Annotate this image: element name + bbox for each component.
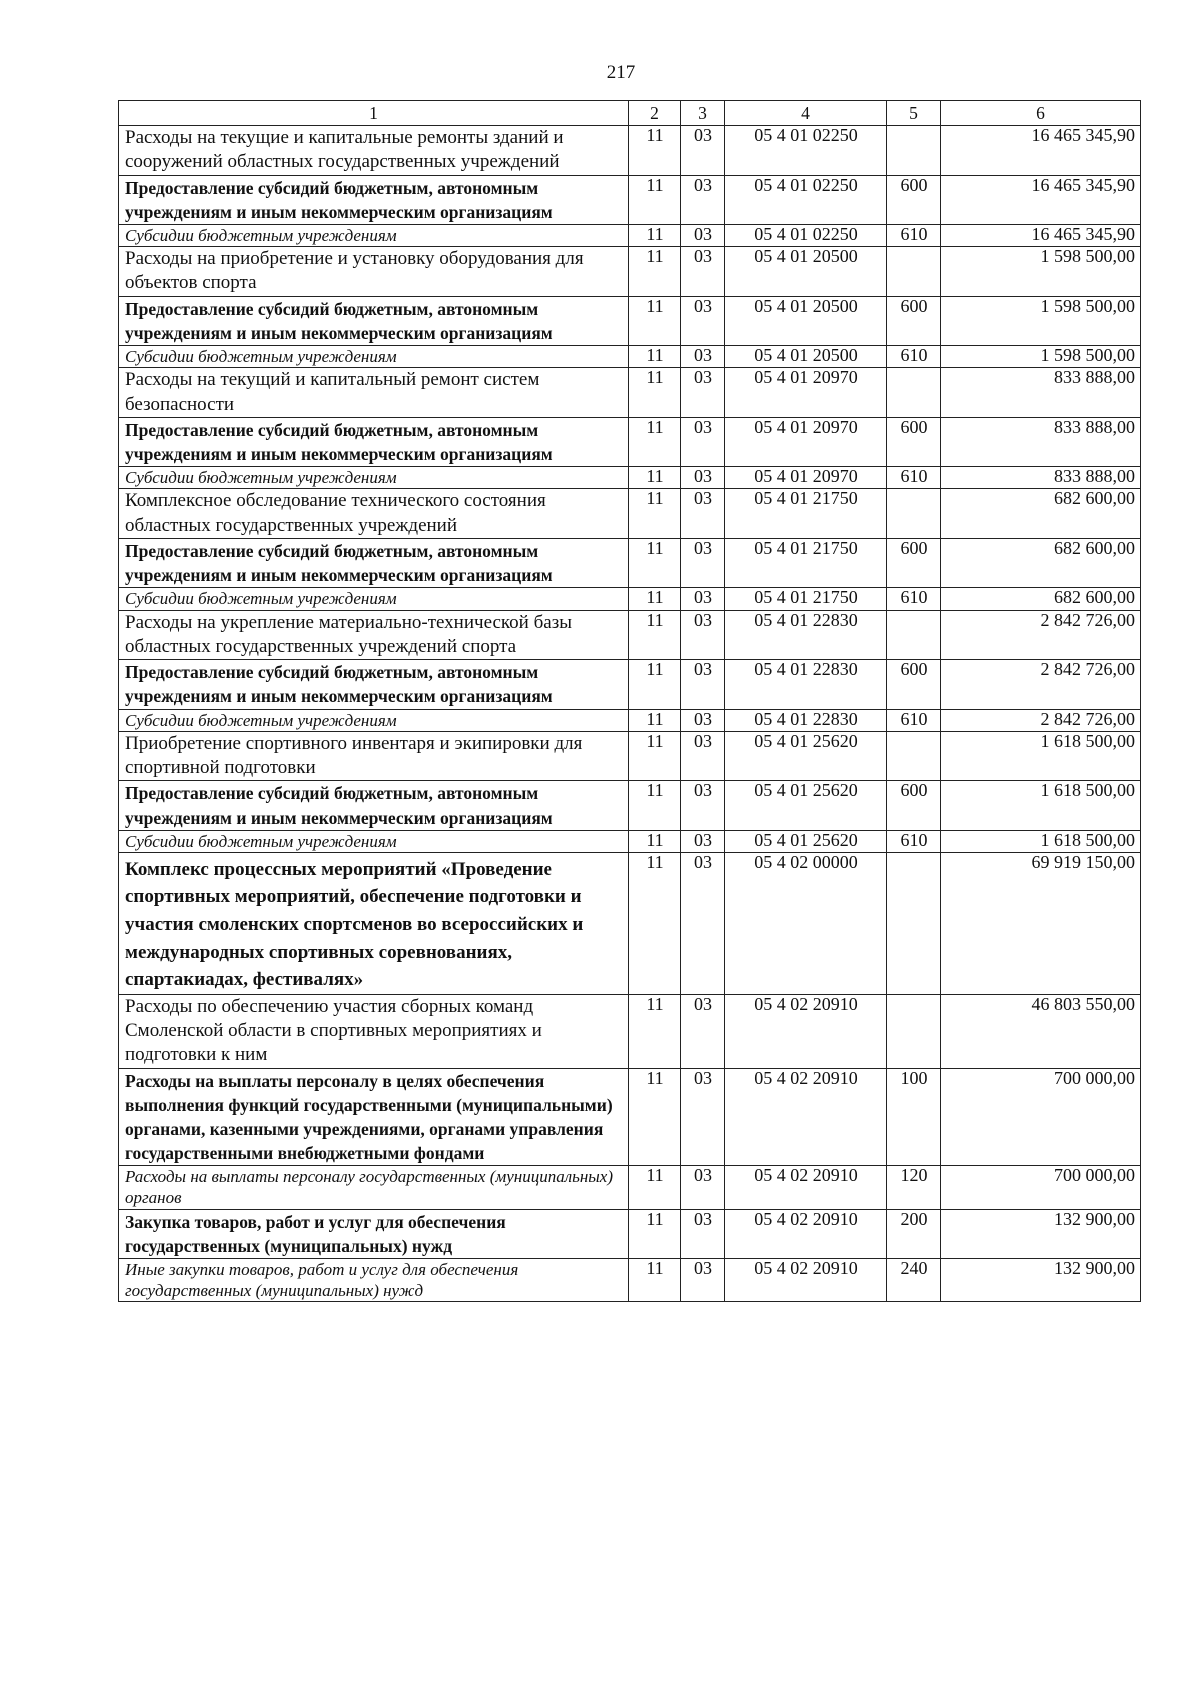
table-row [119,994,1141,1068]
target-article-cell: 05 4 01 20970 [725,467,887,489]
subsection-code-cell: 03 [681,1166,725,1210]
amount-cell: 16 465 345,90 [941,126,1141,176]
subsection-code-cell: 03 [681,1258,725,1302]
table-row [119,781,1141,830]
subsection-code-cell: 03 [681,346,725,368]
table-row [119,247,1141,297]
column-header-6: 6 [941,101,1141,126]
page-number: 217 [606,62,636,83]
expense-type-cell [887,489,941,539]
expense-type-cell: 610 [887,709,941,731]
expense-name-cell: Предоставление субсидий бюджетным, автономным учреждениям и иным некоммерческим организациям [119,175,629,224]
target-article-cell: 05 4 01 22830 [725,610,887,660]
expense-type-cell [887,994,941,1068]
target-article-cell: 05 4 01 02250 [725,175,887,224]
expense-name-cell: Закупка товаров, работ и услуг для обеспечения государственных (муниципальных) нужд [119,1209,629,1258]
table-row [119,296,1141,345]
subsection-code-cell: 03 [681,175,725,224]
expense-name-cell: Расходы на выплаты персоналу в целях обеспечения выполнения функций государственными (муниципальными) органами, казенными учреждениями, органами управления государственными внебюджетными фондами [119,1068,629,1166]
table-row [119,489,1141,539]
section-code-cell: 11 [629,417,681,466]
target-article-cell: 05 4 01 20970 [725,417,887,466]
table-row [119,175,1141,224]
table-row [119,467,1141,489]
amount-cell: 833 888,00 [941,467,1141,489]
section-code-cell: 11 [629,489,681,539]
amount-cell: 1 618 500,00 [941,781,1141,830]
amount-cell: 1 598 500,00 [941,247,1141,297]
expense-type-cell: 600 [887,417,941,466]
expense-name-cell: Комплексное обследование технического состояния областных государственных учреждений [119,489,629,539]
subsection-code-cell: 03 [681,709,725,731]
expense-name-cell: Субсидии бюджетным учреждениям [119,346,629,368]
target-article-cell: 05 4 02 00000 [725,852,887,994]
target-article-cell: 05 4 02 20910 [725,994,887,1068]
expense-name-cell: Расходы на текущие и капитальные ремонты зданий и сооружений областных государственных учреждений [119,126,629,176]
expense-name-cell: Предоставление субсидий бюджетным, автономным учреждениям и иным некоммерческим организациям [119,660,629,709]
table-body [119,126,1141,1302]
column-header-3: 3 [681,101,725,126]
amount-cell: 2 842 726,00 [941,660,1141,709]
expense-type-cell: 200 [887,1209,941,1258]
section-code-cell: 11 [629,731,681,781]
expense-name-cell: Субсидии бюджетным учреждениям [119,588,629,610]
section-code-cell: 11 [629,126,681,176]
amount-cell: 1 598 500,00 [941,296,1141,345]
amount-cell: 1 618 500,00 [941,830,1141,852]
expense-type-cell: 610 [887,467,941,489]
subsection-code-cell: 03 [681,417,725,466]
target-article-cell: 05 4 01 02250 [725,126,887,176]
expense-type-cell: 100 [887,1068,941,1166]
expense-name-cell: Субсидии бюджетным учреждениям [119,467,629,489]
section-code-cell: 11 [629,296,681,345]
target-article-cell: 05 4 01 25620 [725,830,887,852]
expense-name-cell: Расходы на текущий и капитальный ремонт систем безопасности [119,368,629,418]
expense-name-cell: Предоставление субсидий бюджетным, автономным учреждениям и иным некоммерческим организациям [119,539,629,588]
section-code-cell: 11 [629,224,681,246]
target-article-cell: 05 4 01 21750 [725,489,887,539]
target-article-cell: 05 4 02 20910 [725,1258,887,1302]
amount-cell: 1 618 500,00 [941,731,1141,781]
expense-type-cell: 600 [887,296,941,345]
section-code-cell: 11 [629,1166,681,1210]
expense-type-cell: 610 [887,830,941,852]
section-code-cell: 11 [629,1209,681,1258]
section-code-cell: 11 [629,1068,681,1166]
subsection-code-cell: 03 [681,830,725,852]
target-article-cell: 05 4 01 22830 [725,709,887,731]
subsection-code-cell: 03 [681,247,725,297]
subsection-code-cell: 03 [681,731,725,781]
expense-type-cell: 600 [887,781,941,830]
section-code-cell: 11 [629,247,681,297]
subsection-code-cell: 03 [681,368,725,418]
amount-cell: 682 600,00 [941,489,1141,539]
table-row [119,660,1141,709]
section-code-cell: 11 [629,539,681,588]
subsection-code-cell: 03 [681,588,725,610]
subsection-code-cell: 03 [681,296,725,345]
expense-name-cell: Иные закупки товаров, работ и услуг для обеспечения государственных (муниципальных) нужд [119,1258,629,1302]
expense-type-cell [887,731,941,781]
subsection-code-cell: 03 [681,781,725,830]
table-row [119,346,1141,368]
table-row [119,368,1141,418]
expense-name-cell: Приобретение спортивного инвентаря и экипировки для спортивной подготовки [119,731,629,781]
expense-type-cell [887,126,941,176]
section-code-cell: 11 [629,346,681,368]
section-code-cell: 11 [629,709,681,731]
expense-type-cell: 600 [887,660,941,709]
subsection-code-cell: 03 [681,852,725,994]
column-header-1: 1 [119,101,629,126]
amount-cell: 132 900,00 [941,1209,1141,1258]
table-row [119,588,1141,610]
target-article-cell: 05 4 01 21750 [725,588,887,610]
expense-name-cell: Субсидии бюджетным учреждениям [119,224,629,246]
expense-type-cell [887,247,941,297]
amount-cell: 682 600,00 [941,588,1141,610]
subsection-code-cell: 03 [681,467,725,489]
header-row [119,101,1141,126]
expense-name-cell: Комплекс процессных мероприятий «Проведение спортивных мероприятий, обеспечение подготовки и участия смоленских спортсменов во всероссийских и международных спортивных соревнованиях, спартакиадах, фестивалях» [119,852,629,994]
expense-type-cell: 120 [887,1166,941,1210]
expense-name-cell: Предоставление субсидий бюджетным, автономным учреждениям и иным некоммерческим организациям [119,781,629,830]
target-article-cell: 05 4 02 20910 [725,1068,887,1166]
expense-name-cell: Субсидии бюджетным учреждениям [119,709,629,731]
section-code-cell: 11 [629,830,681,852]
expense-name-cell: Субсидии бюджетным учреждениям [119,830,629,852]
column-header-4: 4 [725,101,887,126]
subsection-code-cell: 03 [681,126,725,176]
expense-type-cell [887,852,941,994]
section-code-cell: 11 [629,175,681,224]
expense-type-cell: 610 [887,588,941,610]
target-article-cell: 05 4 02 20910 [725,1209,887,1258]
table-row [119,709,1141,731]
expense-name-cell: Расходы на приобретение и установку оборудования для объектов спорта [119,247,629,297]
target-article-cell: 05 4 01 20500 [725,296,887,345]
table-row [119,1209,1141,1258]
amount-cell: 700 000,00 [941,1166,1141,1210]
expense-name-cell: Предоставление субсидий бюджетным, автономным учреждениям и иным некоммерческим организациям [119,296,629,345]
amount-cell: 682 600,00 [941,539,1141,588]
expense-name-cell: Расходы на выплаты персоналу государственных (муниципальных) органов [119,1166,629,1210]
subsection-code-cell: 03 [681,994,725,1068]
table-row [119,224,1141,246]
amount-cell: 16 465 345,90 [941,175,1141,224]
expense-type-cell [887,368,941,418]
amount-cell: 16 465 345,90 [941,224,1141,246]
expense-type-cell: 240 [887,1258,941,1302]
subsection-code-cell: 03 [681,660,725,709]
table-row [119,1166,1141,1210]
section-code-cell: 11 [629,994,681,1068]
amount-cell: 833 888,00 [941,368,1141,418]
subsection-code-cell: 03 [681,1068,725,1166]
table-row [119,417,1141,466]
target-article-cell: 05 4 01 20500 [725,346,887,368]
section-code-cell: 11 [629,588,681,610]
expense-type-cell [887,610,941,660]
section-code-cell: 11 [629,467,681,489]
section-code-cell: 11 [629,660,681,709]
target-article-cell: 05 4 01 21750 [725,539,887,588]
table-row [119,731,1141,781]
subsection-code-cell: 03 [681,224,725,246]
table-row [119,610,1141,660]
section-code-cell: 11 [629,1258,681,1302]
target-article-cell: 05 4 01 25620 [725,731,887,781]
expense-name-cell: Расходы на укрепление материально-технической базы областных государственных учреждений спорта [119,610,629,660]
amount-cell: 2 842 726,00 [941,610,1141,660]
subsection-code-cell: 03 [681,539,725,588]
amount-cell: 833 888,00 [941,417,1141,466]
subsection-code-cell: 03 [681,610,725,660]
table-row [119,852,1141,994]
expense-name-cell: Расходы по обеспечению участия сборных команд Смоленской области в спортивных мероприятиях и подготовки к ним [119,994,629,1068]
target-article-cell: 05 4 02 20910 [725,1166,887,1210]
table-row [119,830,1141,852]
amount-cell: 69 919 150,00 [941,852,1141,994]
expense-type-cell: 600 [887,175,941,224]
target-article-cell: 05 4 01 25620 [725,781,887,830]
amount-cell: 1 598 500,00 [941,346,1141,368]
table-row [119,126,1141,176]
expense-type-cell: 600 [887,539,941,588]
amount-cell: 2 842 726,00 [941,709,1141,731]
section-code-cell: 11 [629,610,681,660]
subsection-code-cell: 03 [681,489,725,539]
table-row [119,1068,1141,1166]
expense-name-cell: Предоставление субсидий бюджетным, автономным учреждениям и иным некоммерческим организациям [119,417,629,466]
section-code-cell: 11 [629,368,681,418]
target-article-cell: 05 4 01 20970 [725,368,887,418]
table-row [119,539,1141,588]
budget-table [118,100,1141,1302]
table-row [119,1258,1141,1302]
target-article-cell: 05 4 01 02250 [725,224,887,246]
amount-cell: 700 000,00 [941,1068,1141,1166]
amount-cell: 46 803 550,00 [941,994,1141,1068]
column-header-5: 5 [887,101,941,126]
subsection-code-cell: 03 [681,1209,725,1258]
amount-cell: 132 900,00 [941,1258,1141,1302]
section-code-cell: 11 [629,781,681,830]
expense-type-cell: 610 [887,224,941,246]
section-code-cell: 11 [629,852,681,994]
expense-type-cell: 610 [887,346,941,368]
target-article-cell: 05 4 01 22830 [725,660,887,709]
column-header-2: 2 [629,101,681,126]
target-article-cell: 05 4 01 20500 [725,247,887,297]
